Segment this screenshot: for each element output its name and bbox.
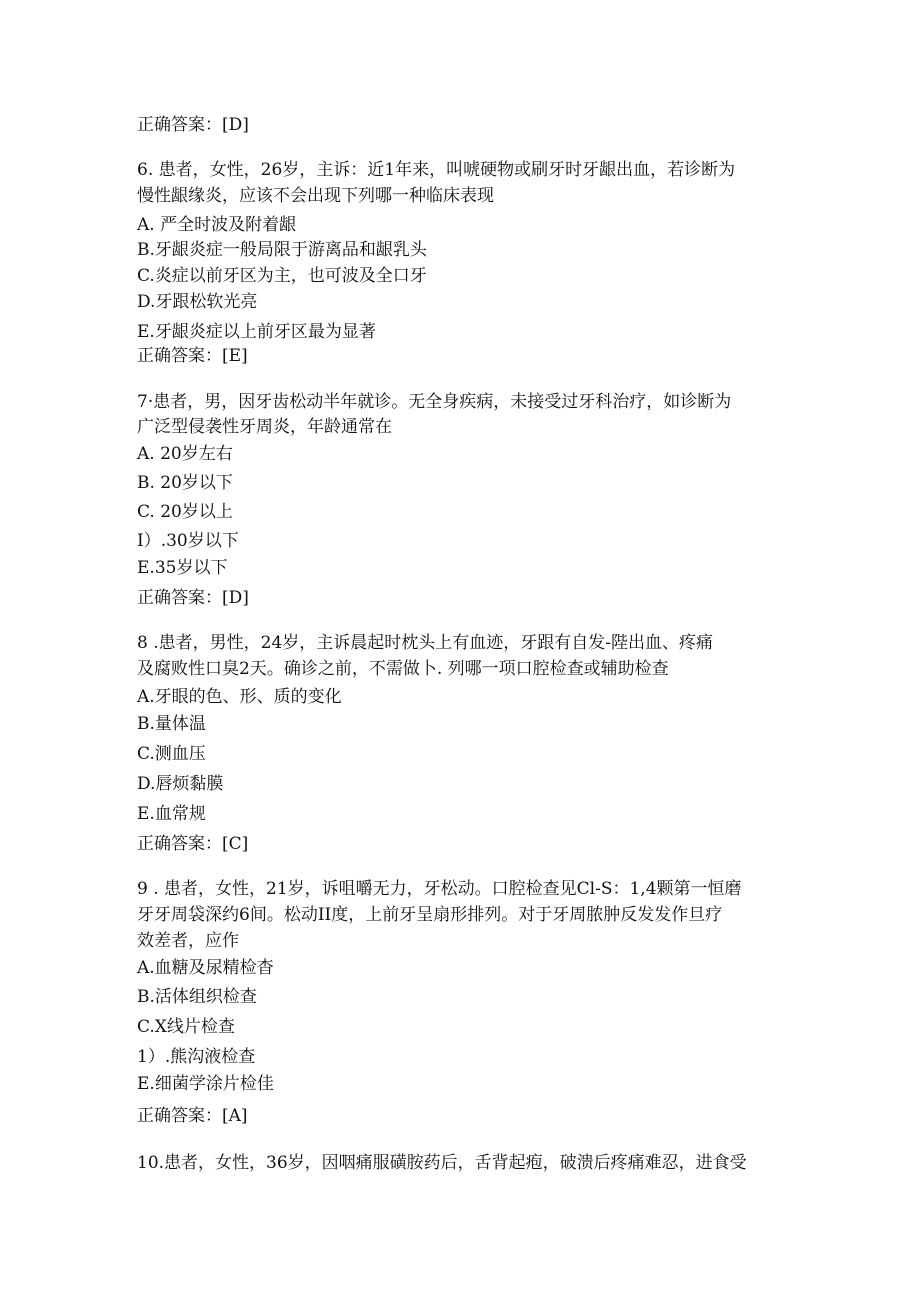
- question-text: 牙牙周袋深约6间。松动II度，上前牙呈扇形排列。对于牙周脓肿反发发作旦疗: [137, 905, 723, 925]
- answer-line: 正确答案：[C]: [137, 834, 249, 854]
- option-line: D.牙跟松软光亮: [137, 292, 258, 312]
- option-line: B.活体组织检查: [137, 987, 257, 1007]
- option-line: D.唇烦黏膜: [137, 774, 224, 794]
- question-text: 及腐败性口臭2天。确诊之前，不需做卜. 列哪一项口腔检查或辅助检查: [137, 659, 669, 679]
- question-text: 慢性龈缘炎，应该不会出现下列哪一种临床表现: [137, 186, 494, 206]
- question-text: 10.患者，女性，36岁，因咽痛服磺胺药后，舌背起疱，破溃后疼痛难忍，进食受: [137, 1153, 747, 1173]
- option-line: E.35岁以下: [137, 558, 228, 578]
- option-line: B. 20岁以下: [137, 473, 233, 493]
- option-line: A.血糖及尿精检杳: [137, 958, 274, 978]
- answer-line: 正确答案：[D]: [137, 588, 249, 608]
- answer-line: 正确答案：[D]: [137, 115, 249, 135]
- option-line: C.X线片检查: [137, 1017, 235, 1037]
- option-line: B.牙龈炎症一般局限于游离品和龈乳头: [137, 240, 427, 260]
- option-line: 1）.熊沟液检查: [137, 1047, 256, 1067]
- option-line: A. 严全时波及附着龈: [137, 215, 297, 235]
- option-line: E.细菌学涂片检佳: [137, 1074, 274, 1094]
- option-line: I）.30岁以下: [137, 531, 239, 551]
- question-text: 8 .患者，男性，24岁，主诉晨起时枕头上有血迹，牙跟有自发-陛出血、疼痛: [137, 633, 713, 653]
- answer-line: 正确答案：[E]: [137, 346, 248, 366]
- option-line: A.牙眼的色、形、质的变化: [137, 687, 342, 707]
- question-text: 9 . 患者，女性，21岁，诉咀嚼无力，牙松动。口腔检查见Cl-S：1,4颗第一恒磨: [137, 879, 742, 899]
- option-line: C. 20岁以上: [137, 502, 233, 522]
- question-text: 效差者，应作: [137, 931, 239, 951]
- question-text: 6. 患者，女性，26岁，主诉：近1年来，叫唬硬物或刷牙时牙龈出血，若诊断为: [137, 160, 736, 180]
- option-line: C.测血压: [137, 744, 206, 764]
- option-line: B.量体温: [137, 714, 206, 734]
- question-text: 广泛型侵袭性牙周炎，年龄通常在: [137, 417, 392, 437]
- answer-line: 正确答案：[A]: [137, 1106, 248, 1126]
- option-line: C.炎症以前牙区为主，也可波及全口牙: [137, 266, 427, 286]
- option-line: A. 20岁左右: [137, 444, 233, 464]
- option-line: E.牙龈炎症以上前牙区最为显著: [137, 322, 376, 342]
- option-line: E.血常规: [137, 804, 206, 824]
- question-text: 7·患者，男，因牙齿松动半年就诊。无全身疾病，未接受过牙科治疗，如诊断为: [137, 392, 732, 412]
